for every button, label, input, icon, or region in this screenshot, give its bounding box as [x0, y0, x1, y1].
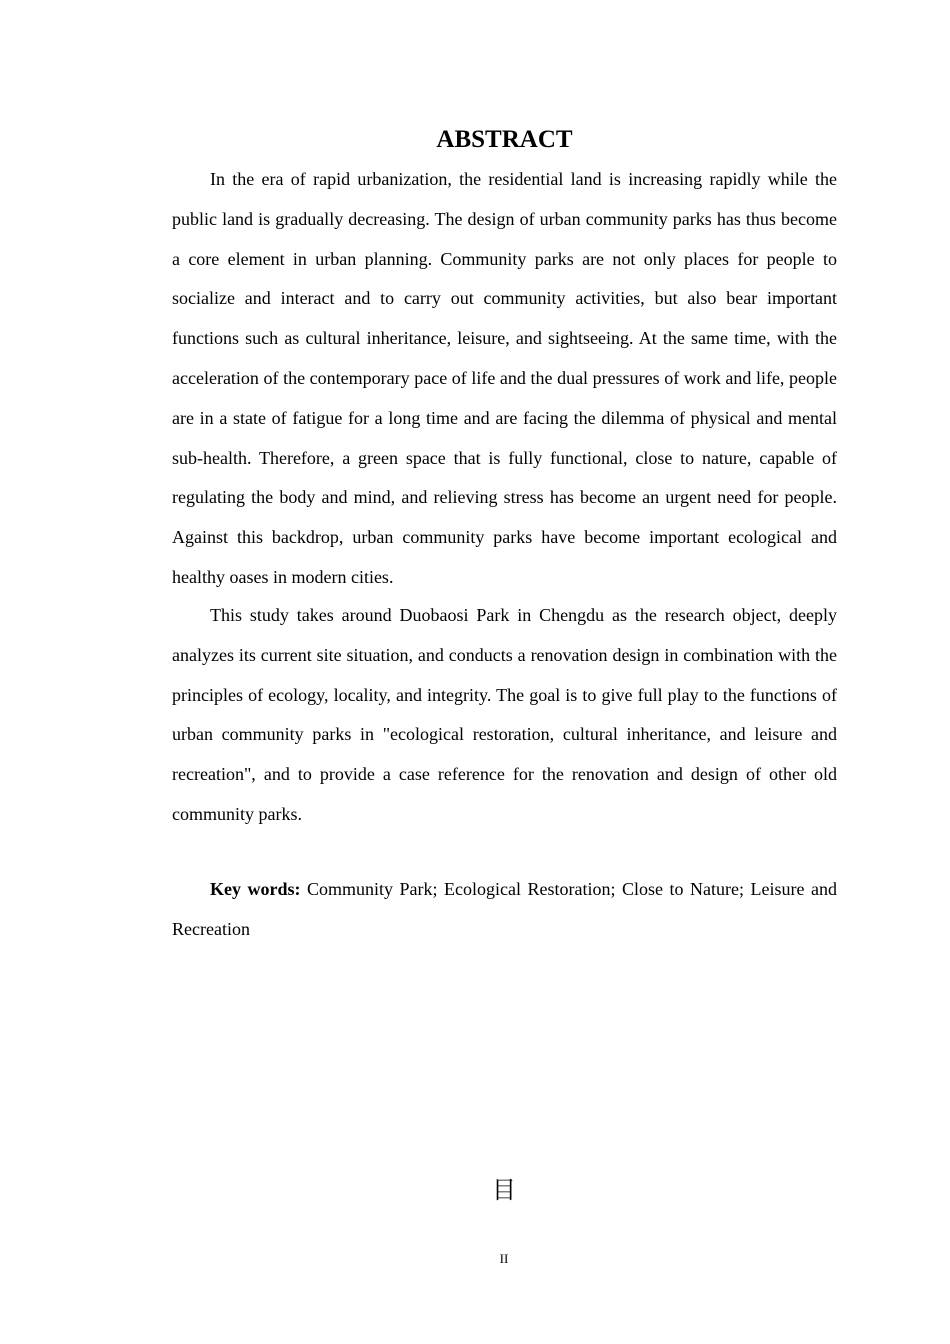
abstract-paragraph-1: In the era of rapid urbanization, the residential land is increasing rapidly while the public land is gradually decreasing. The design of urban community parks has thus become a core element in urban planning. Community parks are not only places for people to socialize and interact and to carry out community activities, but also bear important functions such as cultural inheritance, leisure, and sightseeing. At the same time, with the acceleration of the contemporary pace of life and the dual pressures of work and life, people are in a state of fatigue for a long time and are facing the dilemma of physical and mental sub-health. Therefore, a green space that is fully functional, close to nature, capable of regulating the body and mind, and relieving stress has become an urgent need for people. Against this backdrop, urban community parks have become important ecological and healthy oases in modern cities. — [172, 169, 837, 587]
abstract-title: ABSTRACT — [436, 126, 573, 153]
abstract-paragraph-2: This study takes around Duobaosi Park in Chengdu as the research object, deeply analyzes its current site situation, and conducts a renovation design in combination with the principles of ecology, locality, and integrity. The goal is to give full play to the functions of urban community parks in "ecological restoration, cultural inheritance, and leisure and recreation", and to provide a case reference for the renovation and design of other old community parks. — [172, 605, 837, 824]
table-of-contents-heading: 目 — [492, 1176, 516, 1204]
keywords-label: Key words: — [210, 879, 301, 899]
keywords-text: Community Park; Ecological Restoration; Close to Nature; Leisure and Recreation — [172, 879, 837, 939]
keywords-line — [172, 870, 837, 950]
page-number: II — [499, 1251, 509, 1266]
